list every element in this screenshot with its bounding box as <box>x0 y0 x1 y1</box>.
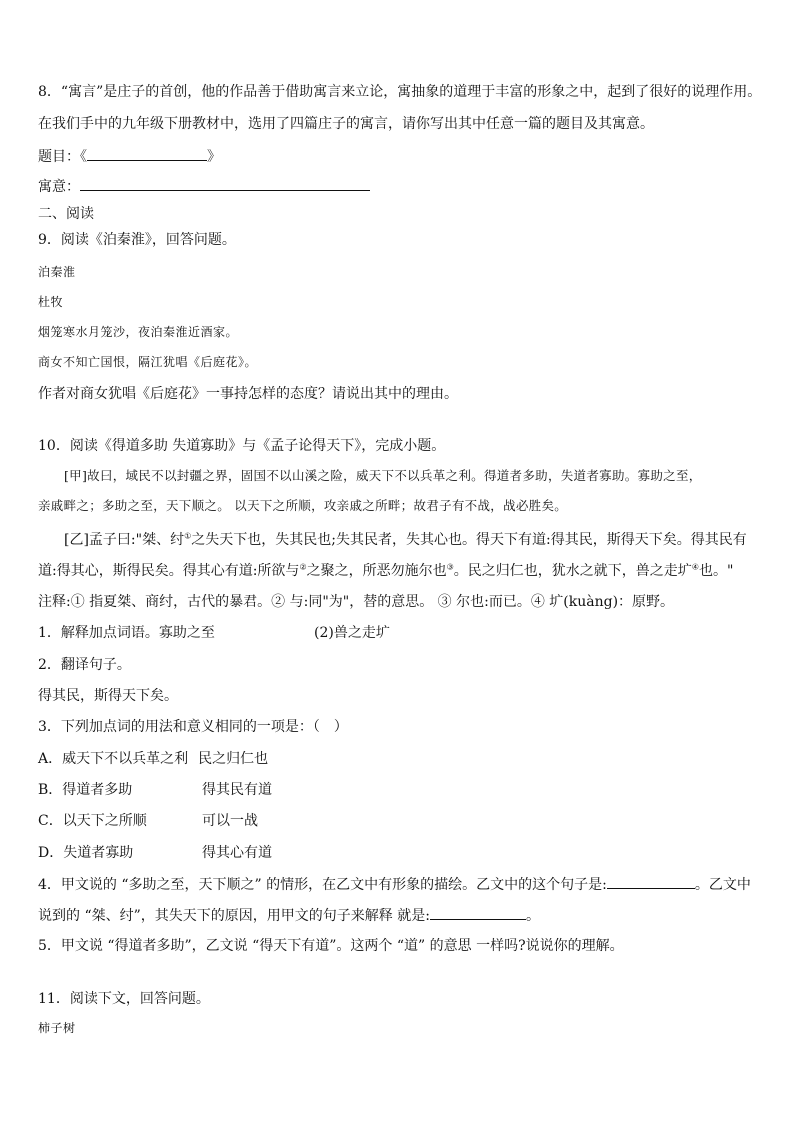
option-d-left: D．失道者寡助 <box>38 845 134 861</box>
sub-q2: 2．翻译句子。 <box>38 657 131 673</box>
notes: 注释:① 指夏桀、商纣，古代的暴君。② 与:同"为"，替的意思。 ③ 尔也:而已。④ 圹(kuàng)：原野。 <box>38 594 675 610</box>
title-end: 》 <box>207 149 221 165</box>
sub-q1-text: 1．解释加点词语。寡助之至 <box>38 625 215 641</box>
sub-q2-sentence: 得其民，斯得天下矣。 <box>38 688 178 704</box>
poem-title: 泊秦淮 <box>38 265 76 279</box>
title-blank[interactable] <box>87 146 207 161</box>
q11-title: 柿子树 <box>38 1021 76 1035</box>
yi-text: 。民之归仁也，犹水之就下，兽之走圹 <box>453 563 692 579</box>
option-a[interactable] <box>38 749 268 769</box>
option-b-right: 得其民有道 <box>202 782 272 798</box>
meaning-blank[interactable] <box>80 176 370 191</box>
yi-text: 也。" <box>698 563 734 579</box>
sub-q4-text: 4．甲文说的 “多助之至，天下顺之” 的情形，在乙文中有形象的描绘。乙文中的这个句子是: <box>38 877 607 893</box>
title-label: 题目：《 <box>38 149 87 165</box>
q9-prompt: 9．阅读《泊秦淮》，回答问题。 <box>38 232 236 248</box>
yi-line-2 <box>38 561 733 581</box>
sub-q4-blank1[interactable] <box>607 874 695 889</box>
poem-line-2: 商女不知亡国恨，隔江犹唱《后庭花》。 <box>38 355 258 369</box>
yi-text: 之失天下也，失其民也;失其民者，失其心也。得天下有道:得其民，斯得天下矣。得其民有 <box>191 532 747 548</box>
sub-q4-text: 说到的 “桀、纣”，其失天下的原因，用甲文的句子来解释 就是: <box>38 908 430 924</box>
poem-line-1: 烟笼寒水月笼沙，夜泊秦淮近酒家。 <box>38 325 239 339</box>
sub-q1-part2: (2)兽之走圹 <box>314 625 390 641</box>
jia-line-1: [甲]故曰，域民不以封疆之界，固国不以山溪之险，威天下不以兵革之利。得道者多助，失道者寡助。寡助之至， <box>64 468 702 483</box>
option-d-right: 得其心有道 <box>202 845 272 861</box>
q8-line1: 8．“寓言”是庄子的首创，他的作品善于借助寓言来立论，寓抽象的道理于丰富的形象之中，起到了很好的说理作用。 <box>38 84 762 100</box>
yi-line-1 <box>64 530 747 550</box>
sub-q5: 5．甲文说 “得道者多助”，乙文说 “得天下有道”。这两个 “道” 的意思 一样吗?说说你的理解。 <box>38 938 624 954</box>
q10-prompt: 10．阅读《得道多助 失道寡助》与《孟子论得天下》，完成小题。 <box>38 438 446 454</box>
yi-text: 之聚之，所恶勿施尔也 <box>306 563 447 579</box>
sub-q4-line2 <box>38 905 540 926</box>
option-b-left: B．得道者多助 <box>38 782 133 798</box>
meaning-label: 寓意： <box>38 179 80 195</box>
note-marker: ③ <box>446 562 454 572</box>
note-marker: ① <box>184 531 192 541</box>
q8-line2: 在我们手中的九年级下册教材中，选用了四篇庄子的寓言，请你写出其中任意一篇的题目及其寓意。 <box>38 116 654 132</box>
sub-q1 <box>38 623 390 643</box>
jia-line-2: 亲戚畔之；多助之至，天下顺之。 以天下之所顺，攻亲戚之所畔；故君子有不战，战必胜矣。 <box>38 498 568 513</box>
option-d[interactable] <box>38 843 272 863</box>
note-marker: ② <box>299 562 307 572</box>
q8-title-line <box>38 146 221 167</box>
note-marker: ④ <box>691 562 699 572</box>
option-c-left: C．以天下之所顺 <box>38 813 147 829</box>
option-c[interactable] <box>38 811 258 831</box>
sub-q4-text: 。乙文中 <box>694 877 751 893</box>
option-a-left: A．威天下不以兵革之利 <box>38 751 189 767</box>
q9-question: 作者对商女犹唱《后庭花》一事持怎样的态度？请说出其中的理由。 <box>38 386 458 402</box>
section-heading: 二、阅读 <box>38 206 94 222</box>
poem-author: 杜牧 <box>38 295 64 309</box>
option-b[interactable] <box>38 780 272 800</box>
yi-text: 道:得其心，斯得民矣。得其心有道:所欲与 <box>38 563 300 579</box>
yi-text: [乙]孟子曰:"桀、纣 <box>64 532 185 548</box>
sub-q4-line1 <box>38 874 751 895</box>
sub-q4-blank2[interactable] <box>430 905 526 920</box>
option-c-right: 可以一战 <box>202 813 258 829</box>
option-a-right: 民之归仁也 <box>198 751 269 767</box>
sub-q3: 3．下列加点词的用法和意义相同的一项是：（ ） <box>38 719 348 735</box>
sub-q4-text: 。 <box>525 908 540 924</box>
q11-prompt: 11．阅读下文，回答问题。 <box>38 991 210 1007</box>
q8-meaning-line <box>38 176 370 197</box>
